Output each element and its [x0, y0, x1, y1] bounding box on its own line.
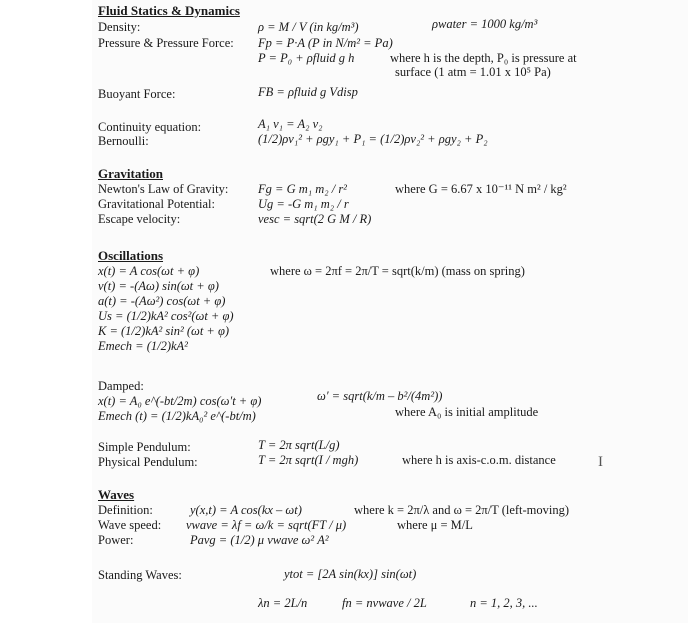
- bernoulli-label: Bernoulli:: [98, 134, 149, 148]
- physical-pendulum-formula: T = 2π sqrt(I / mgh): [258, 453, 359, 467]
- escape-formula: vesc = sqrt(2 G M / R): [258, 212, 372, 226]
- velocity-equation: v(t) = -(Aω) sin(ωt + φ): [98, 279, 219, 293]
- acceleration-equation: a(t) = -(Aω²) cos(ωt + φ): [98, 294, 226, 308]
- physical-pendulum-note: where h is axis-c.o.m. distance: [402, 453, 556, 467]
- fluid-heading: Fluid Statics & Dynamics: [98, 3, 240, 18]
- standing-waves-formula: ytot = [2A sin(kx)] sin(ωt): [284, 567, 417, 581]
- mu-note: where μ = M/L: [397, 518, 473, 532]
- text-cursor-icon: I: [598, 454, 603, 470]
- kinetic-energy-equation: K = (1/2)kA² sin² (ωt + φ): [98, 324, 230, 338]
- mechanical-energy-equation: Emech = (1/2)kA²: [98, 339, 188, 353]
- damped-omega-equation: ω′ = sqrt(k/m – b²/(4m²)): [317, 389, 443, 403]
- standing-waves-label: Standing Waves:: [98, 568, 182, 582]
- waves-heading: Waves: [98, 487, 135, 502]
- newton-formula: Fg = G m₁ m₂ / r²: [258, 182, 347, 196]
- density-formula: ρ = M / V (in kg/m³): [258, 20, 359, 34]
- potential-energy-equation: Us = (1/2)kA² cos²(ωt + φ): [98, 309, 234, 323]
- pressure-force-formula: Fp = P·A (P in N/m² = Pa): [258, 36, 393, 50]
- formula-sheet: [92, 0, 688, 623]
- bernoulli-formula: (1/2)ρv₁² + ρgy₁ + P₁ = (1/2)ρv₂² + ρgy₂ + P₂: [258, 132, 488, 146]
- pressure-label: Pressure & Pressure Force:: [98, 36, 234, 50]
- damped-position-equation: x(t) = A₀ e^(-bt/2m) cos(ω′t + φ): [98, 394, 262, 408]
- frequency-n-formula: fn = nvwave / 2L: [342, 596, 427, 610]
- gravitation-heading: Gravitation: [98, 166, 163, 181]
- newton-label: Newton's Law of Gravity:: [98, 182, 229, 196]
- pressure-depth-formula: P = P₀ + ρfluid g h: [258, 51, 355, 65]
- continuity-label: Continuity equation:: [98, 120, 202, 134]
- depth-note-1: where h is the depth, P₀ is pressure at: [390, 51, 577, 65]
- damped-label: Damped:: [98, 379, 144, 393]
- position-equation: x(t) = A cos(ωt + φ): [98, 264, 200, 278]
- wave-speed-label: Wave speed:: [98, 518, 162, 532]
- wave-power-formula: Pavg = (1/2) μ vwave ω² A²: [190, 533, 329, 547]
- wavelength-n-formula: λn = 2L/n: [258, 596, 308, 610]
- simple-pendulum-formula: T = 2π sqrt(L/g): [258, 438, 340, 452]
- depth-note-2: surface (1 atm = 1.01 x 10⁵ Pa): [395, 65, 551, 79]
- buoyant-label: Buoyant Force:: [98, 87, 176, 101]
- continuity-formula: A₁ v₁ = A₂ v₂: [258, 117, 323, 131]
- damped-energy-equation: Emech (t) = (1/2)kA₀² e^(-bt/m): [98, 409, 256, 423]
- wave-speed-formula: vwave = λf = ω/k = sqrt(FT / μ): [186, 518, 347, 532]
- wave-number-note: where k = 2π/λ and ω = 2π/T (left-moving): [354, 503, 570, 517]
- omega-note: where ω = 2πf = 2π/T = sqrt(k/m) (mass on spring): [270, 264, 525, 278]
- escape-label: Escape velocity:: [98, 212, 181, 226]
- potential-label: Gravitational Potential:: [98, 197, 215, 211]
- water-density: ρwater = 1000 kg/m³: [432, 17, 538, 31]
- wave-definition-label: Definition:: [98, 503, 153, 517]
- wave-definition-formula: y(x,t) = A cos(kx – ωt): [190, 503, 302, 517]
- harmonic-numbers: n = 1, 2, 3, ...: [470, 596, 538, 610]
- g-constant: where G = 6.67 x 10⁻¹¹ N m² / kg²: [395, 182, 567, 196]
- physical-pendulum-label: Physical Pendulum:: [98, 455, 198, 469]
- buoyant-formula: FB = ρfluid g Vdisp: [258, 85, 358, 99]
- simple-pendulum-label: Simple Pendulum:: [98, 440, 191, 454]
- amplitude-note: where A₀ is initial amplitude: [395, 405, 539, 419]
- density-label: Density:: [98, 20, 141, 34]
- oscillations-heading: Oscillations: [98, 248, 164, 263]
- wave-power-label: Power:: [98, 533, 134, 547]
- potential-formula: Ug = -G m₁ m₂ / r: [258, 197, 349, 211]
